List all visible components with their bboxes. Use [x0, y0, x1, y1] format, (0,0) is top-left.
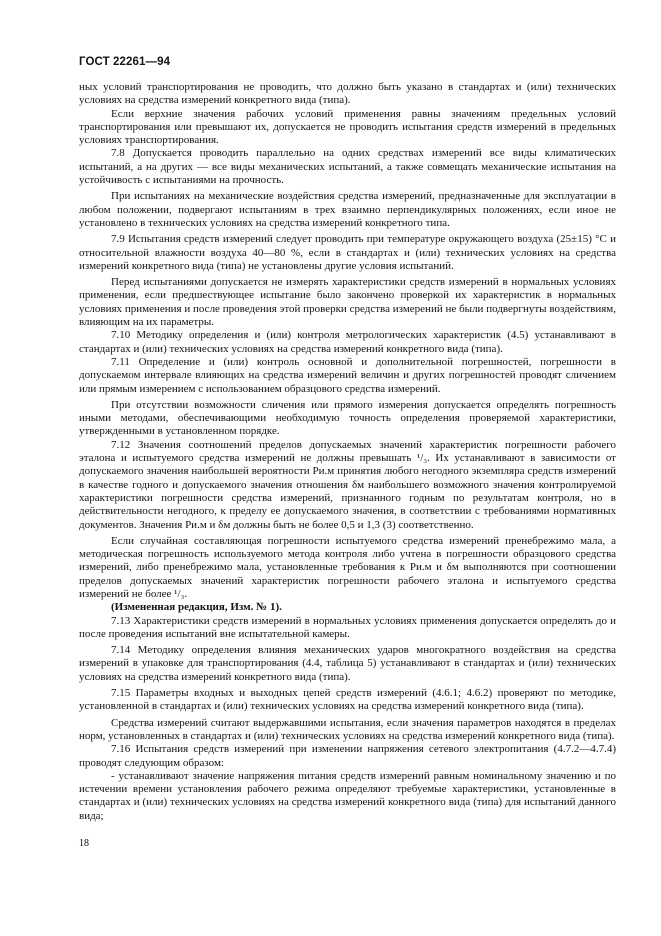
paragraph: 7.12 Значения соотношений пределов допускаемых значений характеристик погрешности рабочего эталона и испытуемого средства измерений не должны превышать ¹/₃. Их устанавливают в зависимости от допускаемого значения наибольшей вероятности Pи.м принятия любого негодного экземпляра средств измерений в качестве годного и допускаемого значения отношения δм наибольшего возможного значения контролируемой характеристики погрешности средства измерений, признанного годным по результатам контроля, но в действительности негодного, к пределу ее допускаемого значения, в соответствии с требованиями нормативных документов. Значения Pи.м и δм должны быть не более 0,5 и 1,3 (3) соответственно. — [79, 438, 616, 531]
paragraph: Перед испытаниями допускается не измерять характеристики средств измерений в нормальных условиях применения, если предшествующее испытание было закончено проверкой их характеристик в нормальных условиях применения и после проведения этой проверки средства измерений не были подвергнуты воздействиям, влияющим на их параметры. — [79, 276, 616, 329]
amendment-note: (Измененная редакция, Изм. № 1). — [111, 601, 282, 614]
page-number: 18 — [79, 838, 89, 849]
paragraph: ных условий транспортирования не проводить, что должно быть указано в стандартах и (или) технических условиях на средства измерений конкретного вида (типа). — [79, 81, 616, 107]
paragraph: При испытаниях на механические воздействия средства измерений, предназначенные для эксплуатации в любом положении, подвергают испытаниям в трех взаимно перпендикулярных положениях, если иное не установлено в технических условиях на средства измерений конкретного типа. — [79, 190, 616, 229]
paragraph: Если верхние значения рабочих условий применения равны значениям предельных условий транспортирования или превышают их, допускается не проводить испытания средств измерений в предельных условиях транспортирования. — [79, 107, 616, 147]
paragraph: Если случайная составляющая погрешности испытуемого средства измерений пренебрежимо мала, а методическая погрешность используемого метода контроля либо учтена в погрешности образцового средства измерений, либо пренебрежимо мала, установленные требования к Pи.м и δм выполняются при соотношении пределов допускаемых значений характеристик погрешности рабочего эталона и испытуемого средства измерений не более ¹/₃. — [79, 534, 616, 600]
paragraph: 7.9 Испытания средств измерений следует проводить при температуре окружающего воздуха (25±15) °С и относительной влажности воздуха 40—80 %, если в стандартах и (или) технических условиях на средства измерений конкретного вида (типа) не установлены другие условия испытаний. — [79, 233, 616, 272]
paragraph: - устанавливают значение напряжения питания средств измерений равным номинальному значению и по истечении времени установления рабочего режима определяют требуемые характеристики, установленные в стандартах и (или) технических условиях на средства измерений конкретного вида (типа) для испытаний данного вида; — [79, 769, 616, 822]
paragraph: 7.8 Допускается проводить параллельно на одних средствах измерений все виды климатических испытаний, а на других — все виды механических испытаний, а также совмещать механические испытания на устойчивость с испытаниями на прочность. — [79, 147, 616, 187]
paragraph: При отсутствии возможности сличения или прямого измерения допускается определять погрешность иными методами, обеспечивающими необходимую точность определения проверяемой характеристики, утвержденными в установленном порядке. — [79, 398, 616, 438]
paragraph: 7.13 Характеристики средств измерений в нормальных условиях применения допускается определять до и после проведения испытаний вне испытательной камеры. — [79, 614, 616, 640]
paragraph: 7.15 Параметры входных и выходных цепей средств измерений (4.6.1; 4.6.2) проверяют по методике, установленной в стандартах и (или) технических условиях на средства измерений конкретного вида (типа). — [79, 687, 616, 713]
paragraph: 7.14 Методику определения влияния механических ударов многократного воздействия на средства измерений в упаковке для транспортирования (4.4, таблица 5) устанавливают в стандартах и (или) технических условиях на средства измерений конкретного вида (типа). — [79, 644, 616, 683]
page-header: ГОСТ 22261—94 — [79, 56, 171, 68]
paragraph: 7.10 Методику определения и (или) контроля метрологических характеристик (4.5) устанавливают в стандартах и (или) технических условиях на средства измерений конкретного вида (типа). — [79, 329, 616, 355]
document-body — [79, 81, 616, 823]
paragraph: Средства измерений считают выдержавшими испытания, если значения параметров находятся в пределах норм, установленных в стандартах и (или) технических условиях на средства измерений конкретного вида (типа). — [79, 716, 616, 742]
paragraph: 7.11 Определение и (или) контроль основной и дополнительной погрешностей, погрешности в допускаемом интервале влияющих на средства измерений величин и других погрешностей проводят сличением или прямым измерением с использованием образцового средства измерений. — [79, 355, 616, 395]
paragraph: 7.16 Испытания средств измерений при изменении напряжения сетевого электропитания (4.7.2—4.7.4) проводят следующим образом: — [79, 743, 616, 769]
